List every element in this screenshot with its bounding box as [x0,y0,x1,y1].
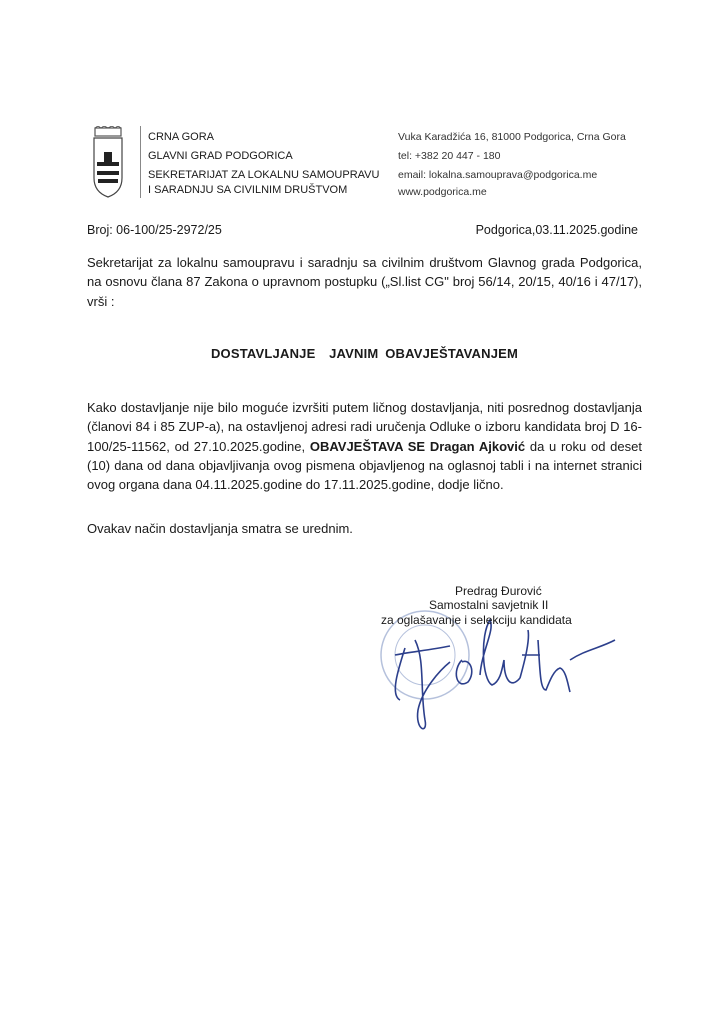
handwritten-signature [395,620,615,729]
signatory-department: za oglašavanje i selekciju kandidata [381,613,572,627]
notified-person: OBAVJEŠTAVA SE Dragan Ajković [309,438,526,454]
main-text-2: da u roku od deset (10) dana od dana objavljivanja ovog pismena objavljenog na oglasnoj tabli i na internet stranici ovog organa dana 04.11.2025.godine do 17.11.2025.godine, dodje lično. [87,438,642,493]
org-country: CRNA GORA [148,131,215,143]
document-title: DOSTAVLJANJE JAVNIM OBAVJEŠTAVANJEM [210,346,519,361]
place-date: Podgorica,03.11.2025.godine [475,223,638,237]
org-secretariat-2: I SARADNJU SA CIVILNIM DRUŠTVOM [148,184,348,196]
closing-paragraph: Ovakav način dostavljanja smatra se urednim. [87,521,353,536]
main-paragraph [87,398,642,494]
contact-website[interactable]: www.podgorica.me [398,186,487,198]
signatory-name: Predrag Đurović [455,584,542,598]
org-secretariat: SEKRETARIJAT ZA LOKALNU SAMOUPRAVU [148,169,380,181]
contact-address: Vuka Karadžića 16, 81000 Podgorica, Crna Gora [398,131,626,143]
coat-of-arms-logo [92,126,124,198]
header-divider [140,126,141,198]
org-city: GLAVNI GRAD PODGORICA [148,150,293,162]
contact-phone: tel: +382 20 447 - 180 [398,150,501,162]
document-number: Broj: 06-100/25-2972/25 [87,223,222,237]
signatory-position: Samostalni savjetnik II [429,598,549,612]
intro-paragraph: Sekretarijat za lokalnu samoupravu i saradnju sa civilnim društvom Glavnog grada Podgorica, na osnovu člana 87 Zakona o upravnom postupku („Sl.list CG" broj 56/14, 20/15, 40/16 i 47/17), vrši : [87,255,642,309]
contact-email[interactable]: email: lokalna.samouprava@podgorica.me [398,169,598,181]
main-text-1: Kako dostavljanje nije bilo moguće izvršiti putem ličnog dostavljanja, niti posrednog dostavljanja (članovi 84 i 85 ZUP-a), na ostavljenoj adresi radi uručenja Odluke o izboru kandidata broj D 16-100/25-11562, od 27.10.2025.godine, [87,400,642,454]
